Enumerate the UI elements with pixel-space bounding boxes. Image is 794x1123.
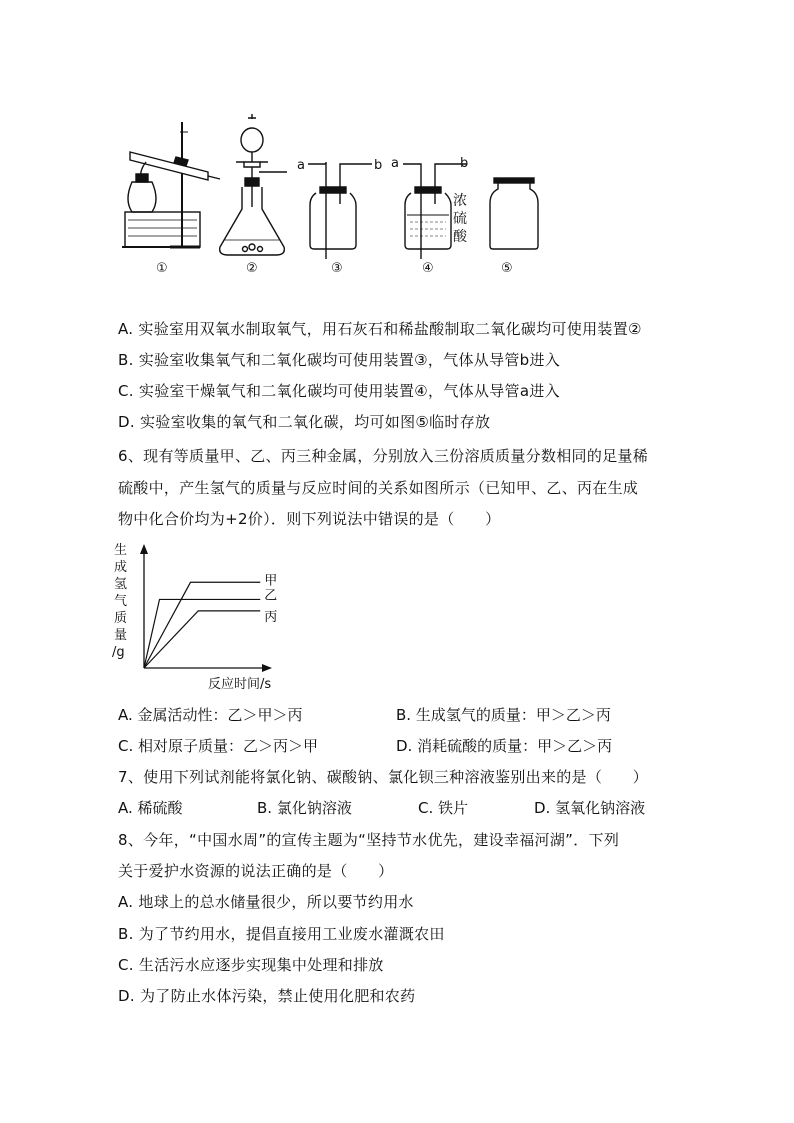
acid-label-3: 酸: [453, 229, 467, 245]
q7-stem: 7、使用下列试剂能将氯化钠、碳酸钠、氯化钡三种溶液鉴别出来的是（ ）: [118, 768, 649, 786]
q8-stem-line-1: 8、今年，“中国水周”的宣传主题为“坚持节水优先，建设幸福河湖”．下列: [118, 831, 620, 849]
q8-stem-line-2: 关于爱护水资源的说法正确的是（ ）: [118, 862, 394, 880]
y-axis-arrow: [140, 544, 148, 554]
q6-stem-line-1: 6、现有等质量甲、乙、丙三种金属，分别放入三份溶质质量分数相同的足量稀: [118, 447, 649, 465]
chart-series: [144, 573, 277, 668]
q6-stem-line-2: 硫酸中，产生氢气的质量与反应时间的关系如图所示（已知甲、乙、丙在生成: [118, 479, 639, 497]
apparatus-label-4: ④: [422, 261, 434, 276]
q5-option-c: C. 实验室干燥氧气和二氧化碳均可使用装置④，气体从导管a进入: [118, 382, 560, 400]
q7-option-c: C. 铁片: [418, 799, 469, 817]
q7-option-d: D. 氢氧化钠溶液: [534, 799, 646, 817]
apparatus-text-labels: [156, 156, 513, 276]
y-label-char: 氢: [114, 577, 128, 592]
acid-label-1: 浓: [453, 193, 467, 209]
q5-option-d: D. 实验室收集的氧气和二氧化碳，均可如图⑤临时存放: [118, 413, 491, 431]
port-a-label-3: a: [297, 158, 305, 173]
y-label-char: 质: [114, 611, 128, 626]
port-b-label-3: b: [374, 158, 383, 173]
series-label-0: 甲: [264, 573, 278, 589]
q8-option-c: C. 生活污水应逐步实现集中处理和排放: [118, 956, 384, 974]
apparatus-1: [122, 122, 220, 247]
series-line-1: [144, 599, 260, 668]
port-b-label-4: b: [460, 156, 469, 171]
q5-option-a: A. 实验室用双氧水制取氧气，用石灰石和稀盐酸制取二氧化碳均可使用装置②: [118, 320, 642, 338]
q8-option-b: B. 为了节约用水，提倡直接用工业废水灌溉农田: [118, 925, 445, 943]
q5-option-b: B. 实验室收集氧气和二氧化碳均可使用装置③，气体从导管b进入: [118, 351, 561, 369]
apparatus-label-1: ①: [156, 261, 168, 276]
y-label-char: 成: [114, 560, 128, 575]
q8-option-d: D. 为了防止水体污染，禁止使用化肥和农药: [118, 987, 416, 1005]
series-line-2: [144, 611, 260, 668]
apparatus-label-2: ②: [246, 261, 258, 276]
chart-x-label: 反应时间/s: [208, 677, 272, 690]
q6-stem-line-3: 物中化合价均为+2价）．则下列说法中错误的是（ ）: [118, 510, 501, 528]
q7-option-b: B. 氯化钠溶液: [257, 799, 352, 817]
q6-option-b: B. 生成氢气的质量：甲＞乙＞丙: [396, 706, 611, 724]
apparatus-label-5: ⑤: [501, 261, 513, 276]
y-label-char: 气: [114, 594, 128, 609]
apparatus-3: [308, 162, 372, 259]
series-label-2: 丙: [264, 609, 278, 625]
y-label-char: 量: [114, 628, 128, 643]
series-label-1: 乙: [264, 588, 278, 604]
port-a-label-4: a: [391, 156, 399, 171]
q6-option-d: D. 消耗硫酸的质量：甲＞乙＞丙: [396, 737, 613, 755]
q6-option-c: C. 相对原子质量：乙＞丙＞甲: [118, 737, 319, 755]
chart-y-label: [112, 542, 127, 660]
acid-label-2: 硫: [453, 211, 467, 227]
series-line-0: [144, 582, 260, 668]
y-label-char: 生: [114, 543, 128, 558]
y-label-char: /g: [112, 645, 125, 660]
q6-option-a: A. 金属活动性：乙＞甲＞丙: [118, 706, 303, 724]
apparatus-label-3: ③: [331, 261, 343, 276]
apparatus-5: [490, 178, 538, 249]
q8-option-a: A. 地球上的总水储量很少，所以要节约用水: [118, 893, 414, 911]
hydrogen-mass-chart: [110, 540, 290, 690]
x-axis-arrow: [262, 664, 272, 672]
q7-option-a: A. 稀硫酸: [118, 799, 183, 817]
apparatus-2: [220, 114, 287, 255]
lab-apparatus-figure: [110, 112, 540, 282]
